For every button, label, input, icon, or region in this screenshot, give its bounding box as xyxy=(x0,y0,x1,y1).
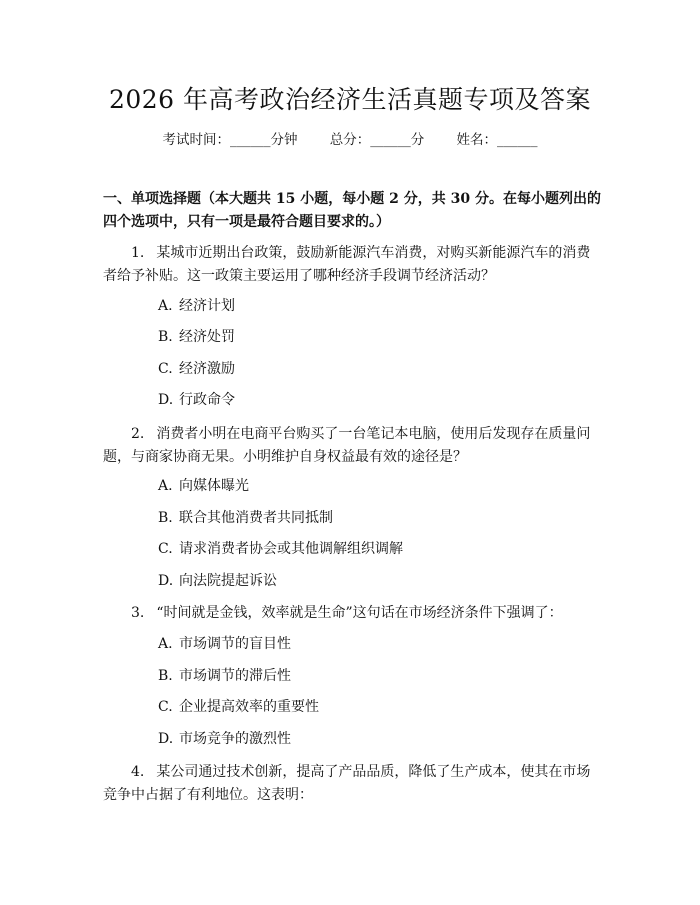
option-letter: C. xyxy=(158,361,173,377)
option-text: 市场调节的滞后性 xyxy=(179,668,291,684)
option-letter: C. xyxy=(158,699,173,715)
question-2-option-a xyxy=(158,476,249,496)
option-letter: D. xyxy=(158,731,174,747)
exam-title: 2026 年高考政治经济生活真题专项及答案 xyxy=(108,85,592,114)
option-text: 经济处罚 xyxy=(179,329,235,345)
student-name-field: 姓名：______ xyxy=(456,132,538,148)
option-letter: B. xyxy=(158,668,173,684)
option-text: 请求消费者协会或其他调解组织调解 xyxy=(179,541,403,557)
exam-time-field: 考试时间：______分钟 xyxy=(162,132,298,148)
question-3-option-a xyxy=(158,634,291,654)
question-1-option-b xyxy=(158,327,235,347)
question-3-option-b xyxy=(158,666,291,686)
question-stem: “时间就是金钱，效率就是生命”这句话在市场经济条件下强调了： xyxy=(156,605,563,621)
question-number: 1. xyxy=(131,245,145,261)
question-3-option-c xyxy=(158,697,319,717)
question-stem: 消费者小明在电商平台购买了一台笔记本电脑，使用后发现存在质量问题，与商家协商无果。小明维护自身权益最有效的途径是？ xyxy=(103,426,591,465)
option-text: 经济计划 xyxy=(179,298,235,314)
question-4 xyxy=(103,761,603,807)
total-score-field: 总分：______分 xyxy=(329,132,425,148)
option-text: 行政命令 xyxy=(179,392,235,408)
exam-info-line xyxy=(0,130,700,150)
question-stem: 某公司通过技术创新，提高了产品品质，降低了生产成本，使其在市场竞争中占据了有利地位。这表明： xyxy=(103,764,591,803)
option-text: 联合其他消费者共同抵制 xyxy=(179,510,333,526)
option-letter: B. xyxy=(158,510,173,526)
option-text: 市场竞争的激烈性 xyxy=(179,731,291,747)
question-number: 2. xyxy=(131,426,145,442)
section-heading: 一、单项选择题（本大题共 15 小题，每小题 2 分，共 30 分。在每小题列出的四个选项中，只有一项是最符合题目要求的。） xyxy=(103,191,601,230)
question-1-option-d xyxy=(158,390,235,410)
question-1 xyxy=(103,242,603,288)
option-letter: A. xyxy=(158,478,173,494)
option-text: 向媒体曝光 xyxy=(179,478,249,494)
question-2 xyxy=(103,423,603,469)
question-number: 3. xyxy=(131,605,145,621)
option-letter: C. xyxy=(158,541,173,557)
option-letter: D. xyxy=(158,392,174,408)
question-number: 4. xyxy=(131,764,145,780)
option-letter: A. xyxy=(158,636,173,652)
question-stem: 某城市近期出台政策，鼓励新能源汽车消费，对购买新能源汽车的消费者给予补贴。这一政策主要运用了哪种经济手段调节经济活动？ xyxy=(103,245,591,284)
question-3 xyxy=(103,602,603,625)
question-2-option-c xyxy=(158,539,403,559)
option-letter: B. xyxy=(158,329,173,345)
option-text: 企业提高效率的重要性 xyxy=(179,699,319,715)
option-text: 经济激励 xyxy=(179,361,235,377)
question-2-option-b xyxy=(158,508,333,528)
question-1-option-c xyxy=(158,359,235,379)
option-text: 市场调节的盲目性 xyxy=(179,636,291,652)
option-text: 向法院提起诉讼 xyxy=(179,573,277,589)
option-letter: A. xyxy=(158,298,173,314)
question-2-option-d xyxy=(158,571,277,591)
question-1-option-a xyxy=(158,296,235,316)
question-3-option-d xyxy=(158,729,291,749)
option-letter: D. xyxy=(158,573,174,589)
